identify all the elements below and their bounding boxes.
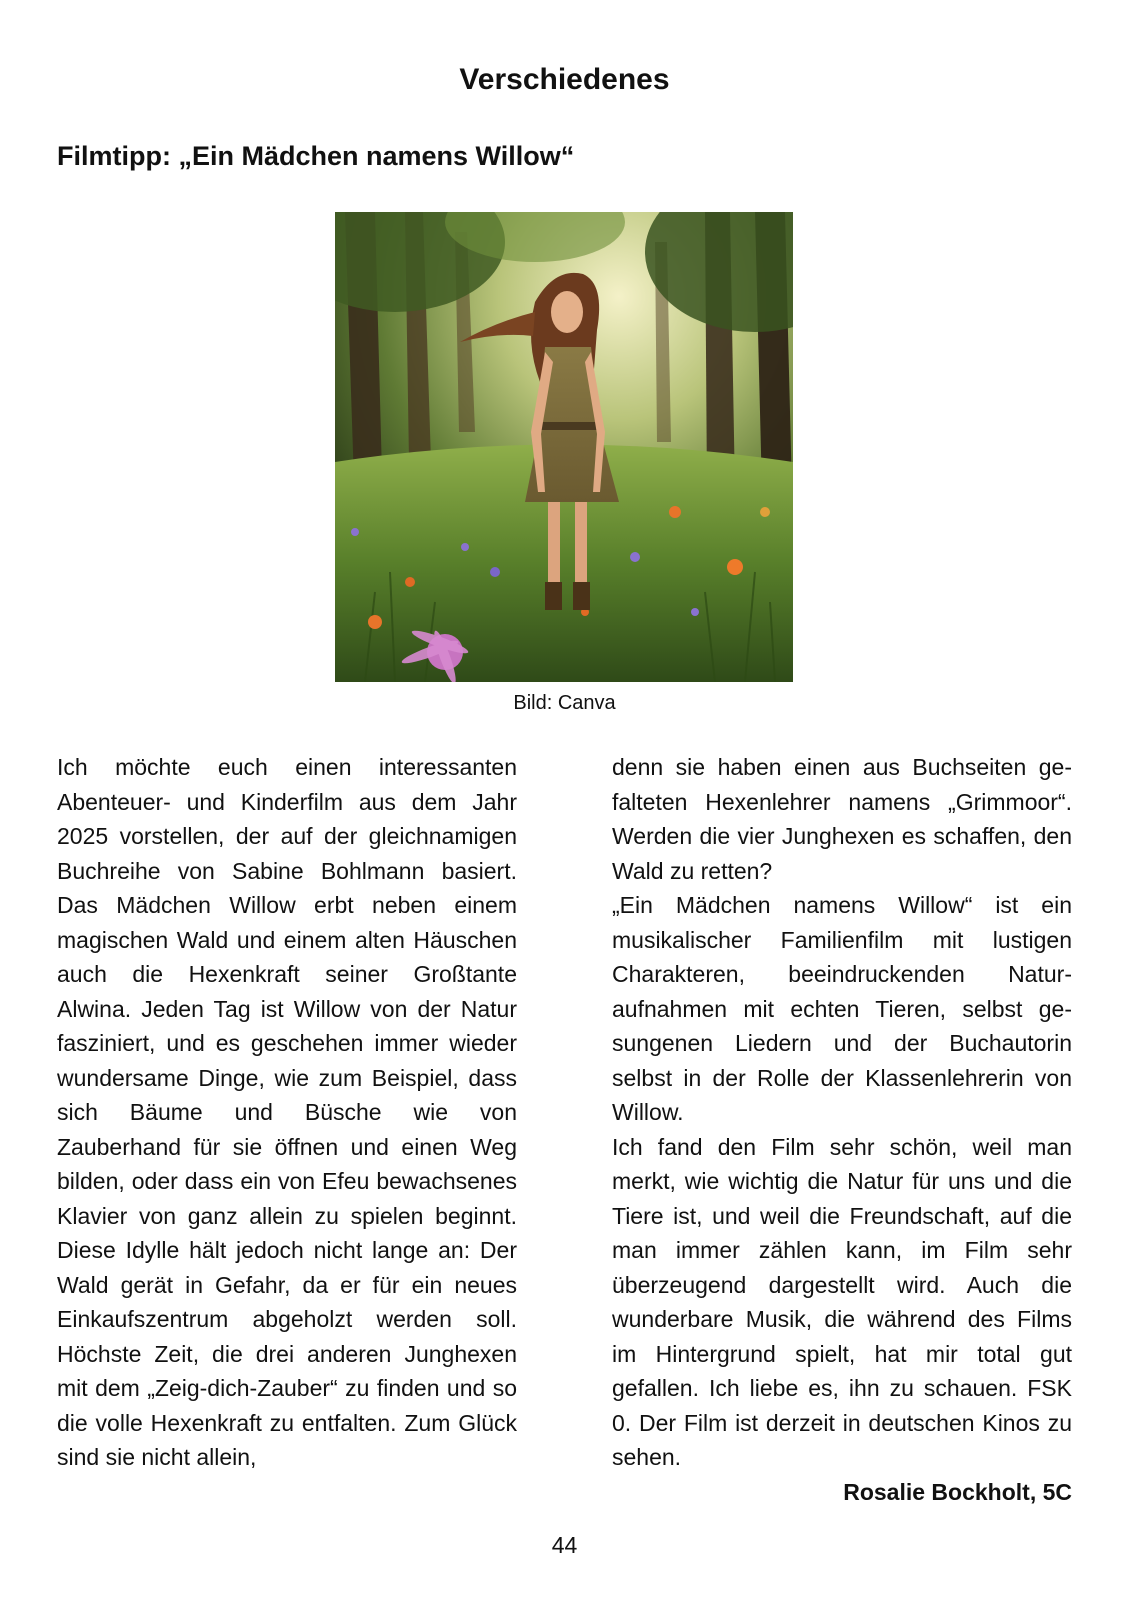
article-column-left xyxy=(57,750,517,1475)
section-title: Verschiedenes xyxy=(459,63,670,96)
page-number: 44 xyxy=(551,1532,578,1558)
paragraph: Ich fand den Film sehr schön, weil man merkt, wie wichtig die Natur für uns und die Tiere ist, und weil die Freundschaft, auf die man immer zählen kann, im Film sehr überzeugend dargestellt wird. Auch die wunderbare Musik, die während des Films im Hintergrund spielt, hat mir total gut gefallen. Ich liebe es, ihn zu schauen. FSK 0. Der Film ist derzeit in deutschen Kinos zu sehen. xyxy=(612,1133,1072,1470)
film-illustration xyxy=(335,212,793,682)
paragraph: Ich möchte euch einen interessanten Abenteuer- und Kinderfilm aus dem Jahr 2025 vorstellen, der auf der gleichnamigen Buchreihe von Sabine Bohlmann basiert. Das Mädchen Willow erbt neben einem magischen Wald und einem alten Häuschen auch die Hexenkraft seiner Großtante Alwina. Jeden Tag ist Willow von der Natur fasziniert, und es geschehen immer wieder wundersame Dinge, wie zum Beispiel, dass sich Bäume und Büsche wie von Zauberhand für sie öffnen und einen Weg bilden, oder dass ein von Efeu bewachsenes Klavier von ganz allein zu spielen beginnt. Diese Idylle hält jedoch nicht lange an: Der Wald gerät in Gefahr, da er für ein neues Einkaufszentrum abgeholzt werden soll. Höchste Zeit, die drei anderen Junghexen mit dem „Zeig-dich-Zauber“ zu finden und so die volle Hexenkraft zu entfalten. Zum Glück sind sie nicht allein, xyxy=(57,754,517,1470)
image-caption: Bild: Canva xyxy=(513,692,616,714)
article-column-right xyxy=(612,750,1072,1509)
paragraph: „Ein Mädchen namens Willow“ ist ein musikalischer Familienfilm mit lustigen Charakteren, beeindruckenden Naturaufnahmen mit echten Tieren, selbst gesungenen Liedern und der Buchautorin selbst in der Rolle der Klassenlehrerin von Willow. xyxy=(612,892,1072,1125)
paragraph: denn sie haben einen aus Buchseiten gefalteten Hexenlehrer namens „Grimmoor“. Werden die vier Junghexen es schaffen, den Wald zu retten? xyxy=(612,754,1072,884)
author-signature: Rosalie Bockholt, 5C xyxy=(843,1478,1072,1505)
article-title: Filmtipp: „Ein Mädchen namens Willow“ xyxy=(57,141,575,171)
